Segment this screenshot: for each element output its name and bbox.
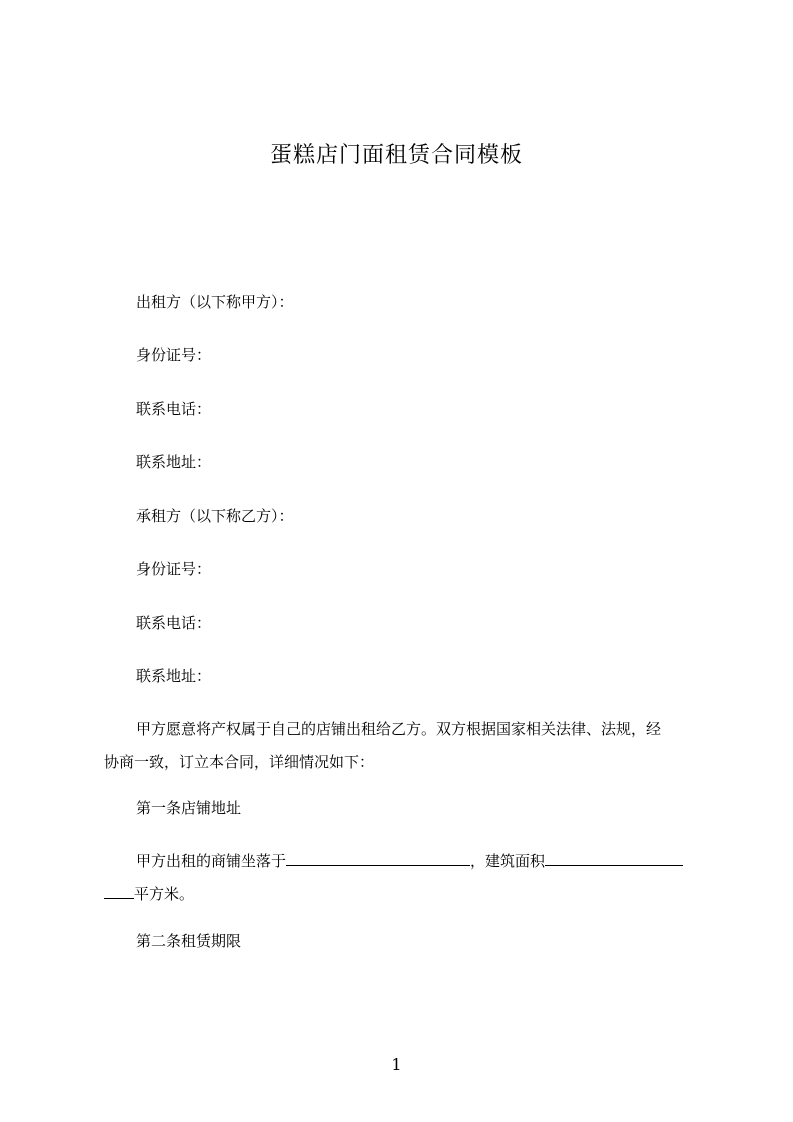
- article-1-text-part2: ，建筑面积: [470, 852, 546, 870]
- article-1-heading: 第一条店铺地址: [136, 799, 242, 817]
- party-b-label: 承租方（以下称乙方）：: [136, 507, 294, 525]
- article-1-paragraph: [104, 851, 704, 917]
- article-1-text-part3: 平方米。: [134, 885, 195, 903]
- party-b-id-label: 身份证号：: [136, 560, 212, 578]
- intro-line-1: 甲方愿意将产权属于自己的店铺出租给乙方。双方根据国家相关法律、法规，经: [136, 720, 662, 738]
- article-1-text-part1: 甲方出租的商铺坐落于: [136, 852, 287, 870]
- party-b-address-label: 联系地址：: [136, 667, 212, 685]
- location-blank-field[interactable]: [286, 851, 470, 866]
- document-title: 蛋糕店门面租赁合同模板: [269, 143, 523, 168]
- party-a-id-label: 身份证号：: [136, 346, 212, 364]
- article-1-line-2: [104, 884, 704, 904]
- article-1-line-1: [104, 851, 704, 871]
- page-number: 1: [391, 1055, 402, 1074]
- party-b-phone-label: 联系电话：: [136, 614, 212, 632]
- intro-paragraph: [104, 719, 704, 785]
- area-blank-field-continued[interactable]: [104, 884, 134, 899]
- party-a-label: 出租方（以下称甲方）：: [136, 293, 294, 311]
- article-2-heading: 第二条租赁期限: [136, 932, 242, 950]
- party-a-address-label: 联系地址：: [136, 453, 212, 471]
- intro-line-2: 协商一致，订立本合同，详细情况如下：: [104, 753, 375, 771]
- party-a-phone-label: 联系电话：: [136, 400, 212, 418]
- area-blank-field[interactable]: [545, 851, 683, 866]
